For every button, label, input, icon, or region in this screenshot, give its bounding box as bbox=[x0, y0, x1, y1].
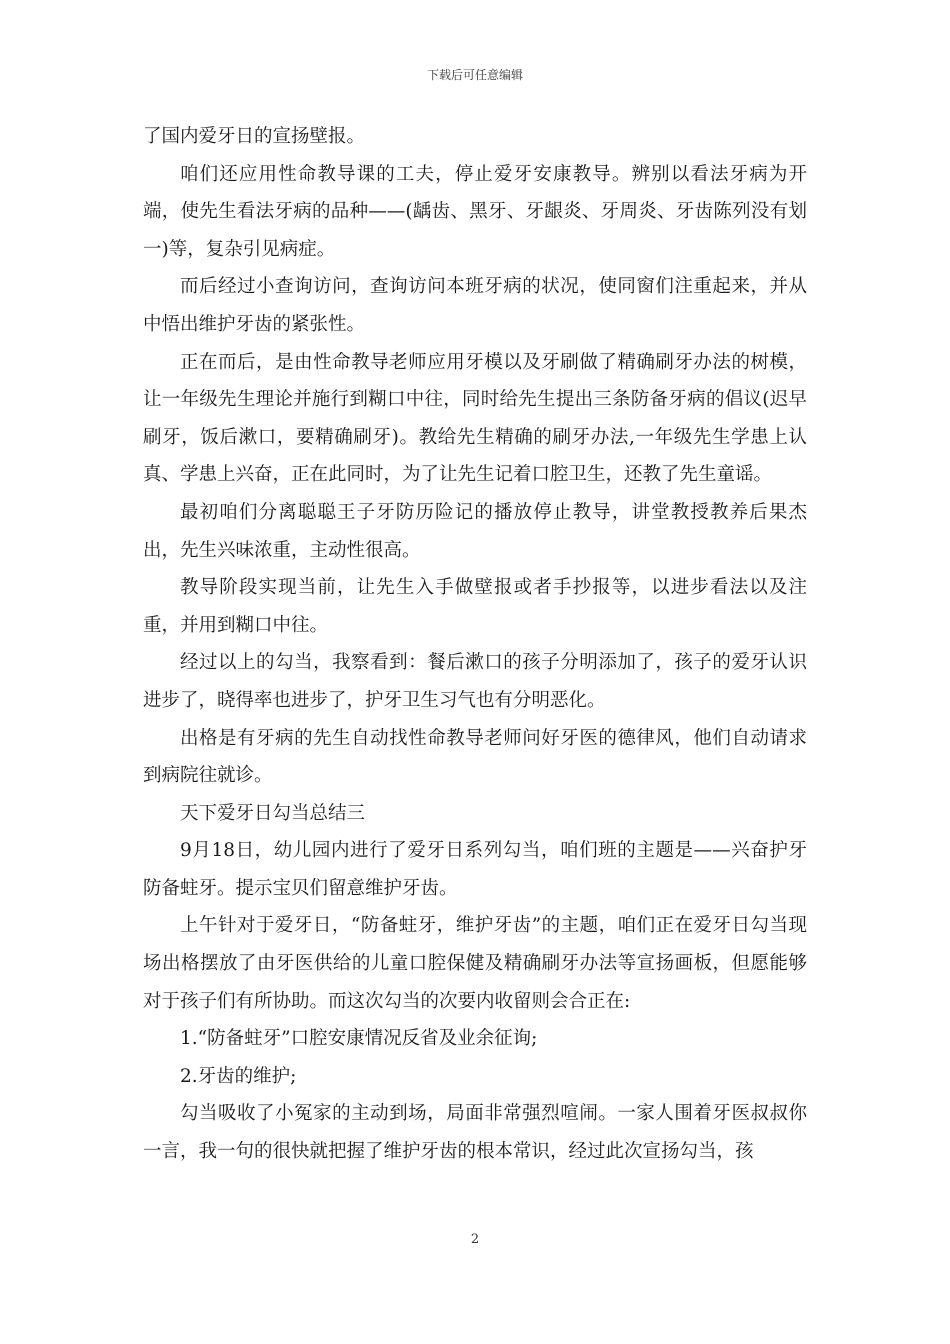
section-heading: 天下爱牙日勾当总结三 bbox=[180, 802, 366, 824]
document-body bbox=[143, 118, 807, 1171]
paragraph: 上午针对于爱牙日，“防备蛀牙，维护牙齿”的主题，咱们正在爱牙日勾当现场出格摆放了由牙医供给的儿童口腔保健及精确刷牙办法等宣扬画板，但愿能够对于孩子们有所协助。而这次勾当的次要内收留则会合正在: bbox=[143, 915, 807, 1012]
page-header: 下载后可任意编辑 bbox=[426, 68, 523, 82]
paragraph: 最初咱们分离聪聪王子牙防历险记的播放停止教导，讲堂教授教养后果杰出，先生兴味浓重，主动性很高。 bbox=[143, 501, 807, 561]
paragraph: 9月18日，幼儿园内进行了爱牙日系列勾当，咱们班的主题是——兴奋护牙防备蛀牙。提示宝贝们留意维护牙齿。 bbox=[143, 840, 807, 899]
paragraph: 勾当吸收了小冤家的主动到场，局面非常强烈喧闹。一家人围着牙医叔叔你一言，我一句的很快就把握了维护牙齿的根本常识，经过此次宣扬勾当，孩 bbox=[143, 1103, 807, 1163]
paragraph: 了国内爱牙日的宣扬壁报。 bbox=[143, 126, 366, 147]
page-number: 2 bbox=[470, 1232, 480, 1247]
paragraph: 教导阶段实现当前，让先生入手做壁报或者手抄报等，以进步看法以及注重，并用到糊口中往。 bbox=[143, 577, 807, 636]
paragraph: 经过以上的勾当，我察看到：餐后漱口的孩子分明添加了，孩子的爱牙认识进步了，晓得率也进步了，护牙卫生习气也有分明恶化。 bbox=[143, 652, 807, 711]
paragraph: 咱们还应用性命教导课的工夫，停止爱牙安康教导。辨别以看法牙病为开端，使先生看法牙病的品种——(龋齿、黑牙、牙龈炎、牙周炎、牙齿陈列没有划一)等，复杂引见病症。 bbox=[143, 163, 807, 260]
list-item: 1.“防备蛀牙”口腔安康情况反省及业余征询; bbox=[180, 1028, 538, 1050]
paragraph: 出格是有牙病的先生自动找性命教导老师问好牙医的德律风，他们自动请求到病院往就诊。 bbox=[143, 727, 807, 787]
list-item: 2.牙齿的维护; bbox=[180, 1065, 297, 1087]
paragraph: 正在而后，是由性命教导老师应用牙模以及牙刷做了精确刷牙办法的树模，让一年级先生理论并施行到糊口中往，同时给先生提出三条防备牙病的倡议(迟早刷牙，饭后漱口，要精确刷牙)。教给先生精确的刷牙办法,一年级先生学患上认真、学患上兴奋，正在此同时，为了让先生记着口腔卫生，还教了先生童谣。 bbox=[143, 351, 807, 486]
paragraph: 而后经过小查询访问，查询访问本班牙病的状况，使同窗们注重起来，并从中悟出维护牙齿的紧张性。 bbox=[143, 276, 807, 335]
